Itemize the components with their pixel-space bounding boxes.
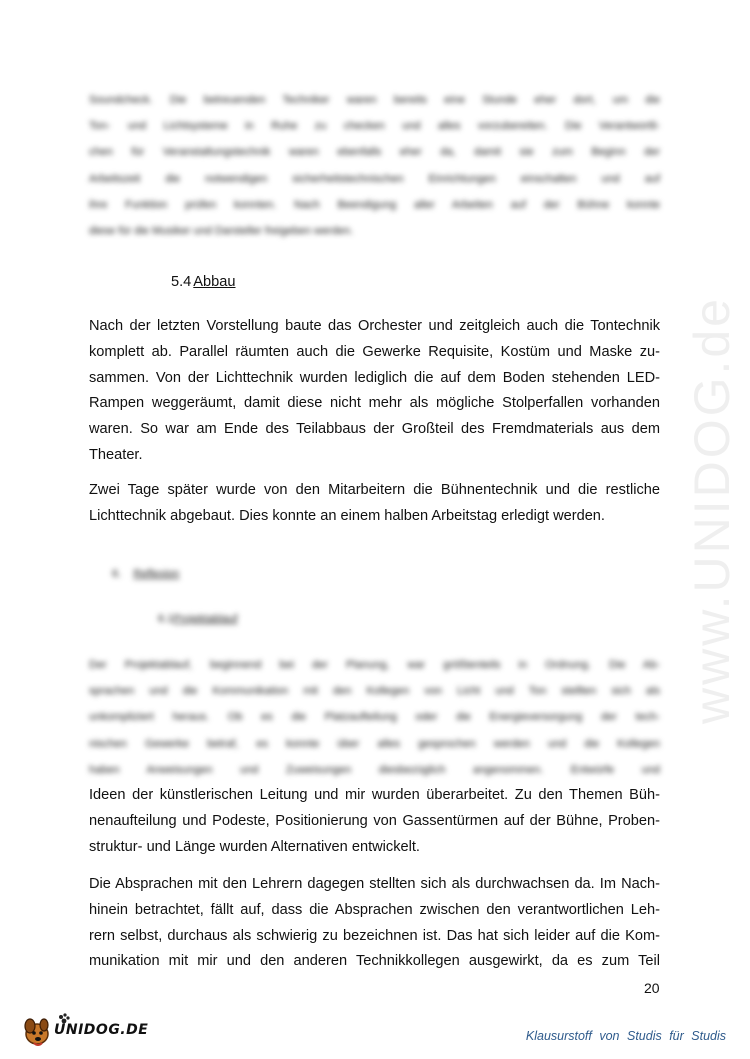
text-line: rern selbst, durchaus als schwierig zu bezeichnen ist. Das hat sich leider auf die Kom-: [89, 927, 660, 944]
text-line: unkompliziert heraus. Ob es die Platzaufteilung oder die Energieversorgung der tech-: [89, 711, 660, 724]
paragraph-projektablauf-1: [89, 783, 660, 860]
text-line: chen für Veranstaltungstechnik waren ebenfalls eher da, damit sie zum Beginn der: [89, 146, 660, 159]
watermark: www.UNIDOG.de: [684, 296, 740, 724]
page-number: 20: [644, 980, 660, 996]
text-line: hinein betrachtet, fällt auf, dass die Absprachen zwischen den verantwortlichen Leh-: [89, 901, 660, 918]
text-line: nischen Gewerke betraf, es konnte über alles gesprochen werden und die Kollegen: [89, 737, 660, 750]
text-line: nenaufteilung und Podeste, Positionierung von Gassentürmen auf der Bühne, Proben-: [89, 812, 660, 829]
text-line: diese für die Musiker und Darsteller freigeben werden.: [89, 225, 354, 238]
text-line: munikation mit mir und den anderen Technikkollegen ausgewirkt, da es zum Teil: [89, 953, 660, 970]
section-title: Projektablauf: [173, 613, 238, 625]
footer-slogan: Klausurstoff von Studis für Studis: [525, 1029, 726, 1043]
text-line: Nach der letzten Vorstellung baute das Orchester und zeitgleich auch die Tontechnik: [89, 318, 660, 334]
text-line: Theater.: [89, 446, 143, 463]
section-title: Abbau: [193, 274, 236, 290]
section-heading-5-4: [171, 272, 236, 292]
text-line: haben Anweisungen und Zuweisungen diesbezüglich angenommen. Entwürfe und: [89, 763, 660, 776]
dog-icon: [25, 1019, 48, 1045]
text-line: waren. So war am Ende des Teilabbaus der Großteil des Fremdmaterials aus dem: [89, 421, 660, 438]
text-line: komplett ab. Parallel räumten auch die Gewerke Requisite, Kostüm und Maske zu-: [89, 343, 660, 360]
logo-text: UNIDOG.DE: [54, 1022, 149, 1038]
text-line: Ton- und Lichtsysteme in Ruhe zu checken und alles vorzubereiten. Die Verantwortli-: [89, 120, 660, 133]
section-number: 6.1: [158, 613, 174, 625]
section-heading-6: [112, 568, 179, 580]
section-heading-6-1: [158, 613, 238, 625]
text-line: Lichttechnik abgebaut. Dies konnte an einem halben Arbeitstag erledigt werden.: [89, 507, 605, 524]
text-line: sammen. Von der Lichttechnik wurden lediglich die auf dem Boden stehenden LED-: [89, 369, 660, 386]
paragraph-projektablauf-2: [89, 872, 660, 975]
text-line: Arbeitszeit die notwendigen sicherheitstechnischen Einrichtungen einschalten und auf: [89, 172, 660, 185]
text-line: struktur- und Länge wurden Alternativen entwickelt.: [89, 838, 420, 855]
text-line: Der Projektablauf, beginnend bei der Planung, war größtenteils in Ordnung. Die Ab-: [89, 659, 660, 671]
text-line: Rampen weggeräumt, damit diese nicht mehr als mögliche Stolperfallen vorhanden: [89, 395, 660, 412]
section-number: 5.4: [171, 274, 192, 290]
blurred-paragraph-mid: [89, 652, 660, 783]
section-title: Reflexion: [133, 568, 180, 580]
text-line: sprachen und die Kommunikation mit den Kollegen von Licht und Ton stellten sich als: [89, 685, 660, 698]
paragraph-abbau-2: [89, 478, 660, 530]
text-line: Ideen der künstlerischen Leitung und mir wurden überarbeitet. Zu den Themen Büh-: [89, 787, 660, 803]
blurred-paragraph-top: [89, 87, 660, 244]
section-number: 6.: [112, 568, 122, 580]
text-line: Zwei Tage später wurde von den Mitarbeitern die Bühnentechnik und die restliche: [89, 482, 660, 498]
text-line: Soundcheck. Die betreuenden Techniker waren bereits eine Stunde eher dort, um die: [89, 94, 660, 106]
paragraph-abbau-1: [89, 314, 660, 469]
text-line: Die Absprachen mit den Lehrern dagegen stellten sich als durchwachsen da. Im Nach-: [89, 876, 660, 892]
text-line: ihre Funktion prüfen konnten. Nach Beendigung aller Arbeiten auf der Bühne konnte: [89, 198, 660, 211]
